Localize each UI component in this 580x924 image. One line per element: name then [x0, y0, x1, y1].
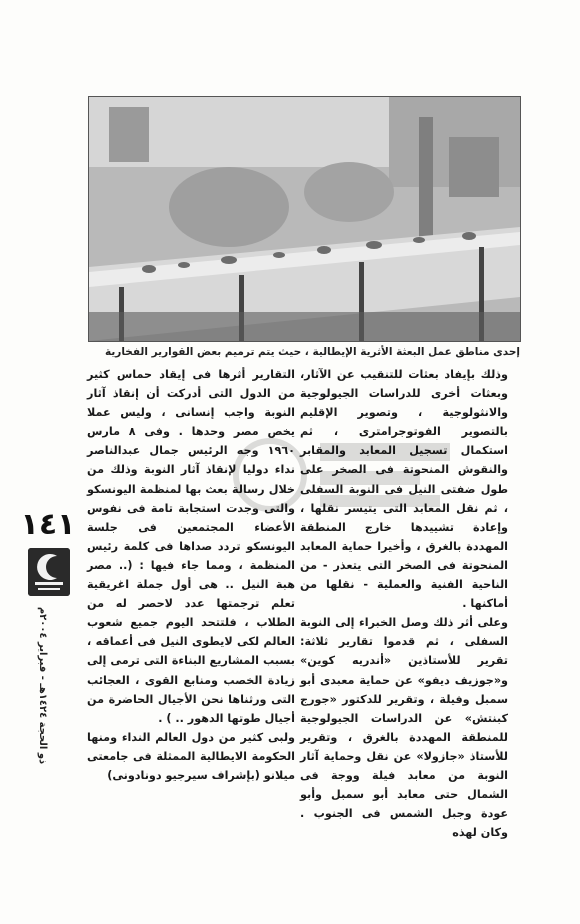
paragraph: ولبى كثير من دول العالم النداء ومنها الحكومة الايطالية الممثلة فى جامعتى ميلانو (بإشراف سيرجيو دونادونى) — [87, 730, 295, 782]
article-column-right — [300, 365, 508, 842]
page-number: ١٤١ — [20, 507, 76, 542]
paragraph: وعلى أثر ذلك وصل الخبراء إلى النوبة السفلى ، ثم قدموا تقارير ثلاثة: تقرير للأستاذين «أندريه كوين» و«جوزيف ديفو» عن حماية معبدى أبو سمبل وفيلة ، وتقرير للدكتور «جورج كبنتش» عن الدراسات الجيولوجية للمنطقة المهددة بالغرق ، وتقرير للأستاذ «جازولا» عن نقل وحماية آثار النوبة من معابد فيلة ووجة فى الشمال حتى معابد أبو سمبل وأبو عودة وجبل الشمس فى الجنوب . وكان لهذه — [300, 616, 508, 840]
issue-date-text: ذو الحجة ١٤٢٤هـ - فبراير ٢٠٠٤م — [37, 606, 49, 764]
paragraph: وذلك بإيفاد بعثات للتنقيب عن الآثار، وبعثات أخرى للدراسات الجيولوجية والانثولوجية ، وتصوير الإقليم بالتصوير الفوتوجرامترى ، ثم استكمال تسجيل المعابد والمقابر والنقوش المنحوتة فى الصخر على طول ضفتى النيل فى النوبة السفلى ، ثم نقل المعابد التى يتيسر نقلها ، وإعادة تشييدها خارج المنطقة المهددة بالغرق ، وأخيرا حماية المعابد المنحوتة فى الصخر التى يتعذر - من الناحية الفنية والعملية - نقلها من أماكنها . — [300, 368, 508, 611]
article-column-left — [87, 365, 295, 785]
alhilal-logo-icon — [28, 548, 70, 596]
magazine-logo — [28, 548, 70, 596]
excavation-photo-icon — [89, 97, 520, 341]
paragraph: التقارير أثرها فى إيقاد حماس كثير من الدول التى أدركت أن إنقاذ آثار النوبة واجب إنسانى ، وليس عملا يخص مصر وحدها . وفى ٨ مارس ١٩٦٠ وجه الرئيس جمال عبدالناصر نداء دوليا لإنقاذ آثار النوبة وذلك من خلال رسالة بعث بها لمنظمة اليونسكو والتى وجدت استجابة تامة فى نفوس الأعضاء المجتمعين فى جلسة اليونسكو تردد صداها فى كلمة رئيس المنظمة ، ومما جاء فيها : (.. مصر هبة النيل .. هى أول جملة اغريقية تعلم ترجمتها عدد لاحصر له من الطلاب ، فلتتحد اليوم جميع شعوب العالم لكى لايطوى النيل فى أعماقه ، بسبب المشاريع البناءة التى ترمى إلى زيادة الخصب ومنابع القوى ، العجائب التى ورثناها نحن الأجيال الحاضرة من أجيال طوتها الدهور .. ) . — [87, 368, 295, 725]
photo-caption: إحدى مناطق عمل البعثة الأثرية الإيطالية ، حيث يتم ترميم بعض القوارير الفخارية — [104, 346, 520, 358]
excavation-photo — [88, 96, 521, 342]
issue-date — [32, 600, 54, 770]
